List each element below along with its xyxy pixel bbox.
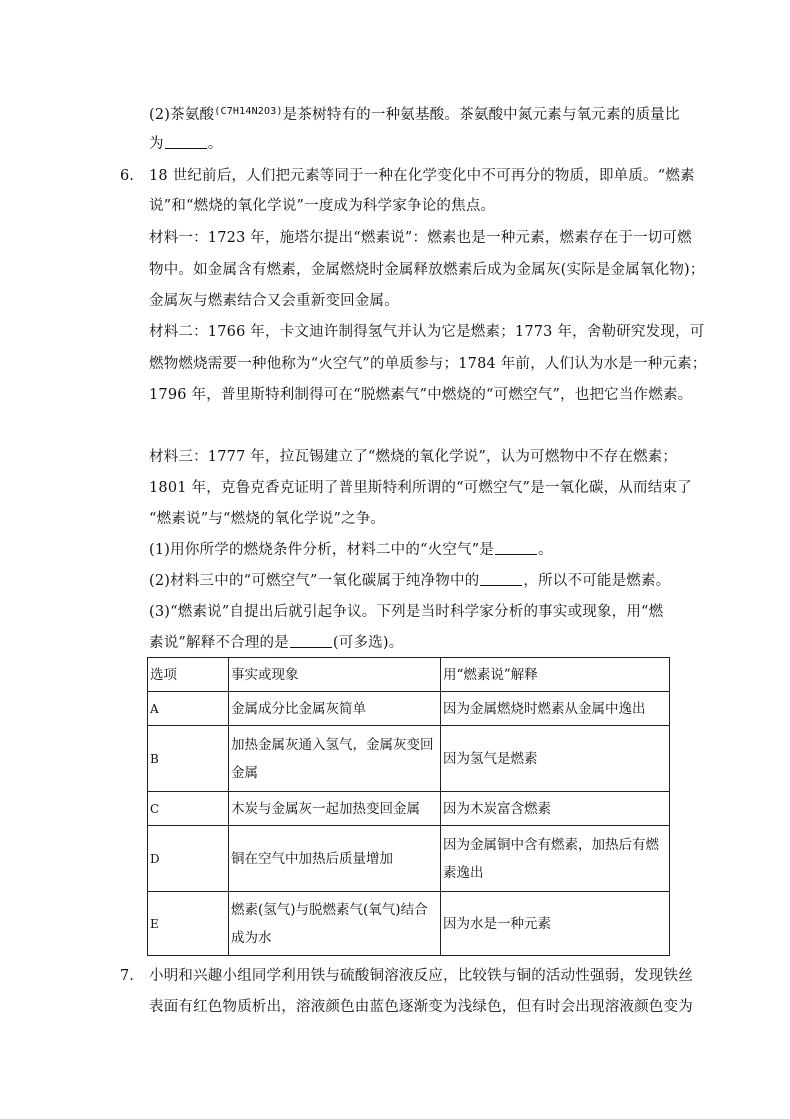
q7-line1: 小明和兴趣小组同学利用铁与硫酸铜溶液反应，比较铁与铜的活动性强弱，发现铁丝 <box>149 968 693 984</box>
q6-sub1 <box>149 540 553 560</box>
q6-sub2-end: ，所以不可能是燃素。 <box>523 573 671 589</box>
table-cell-option: B <box>148 726 229 792</box>
table-header-fact: 事实或现象 <box>229 658 441 692</box>
q6-material1-line2: 物中。如金属含有燃素，金属燃烧时金属释放燃素后成为金属灰(实际是金属氧化物)； <box>149 262 705 278</box>
q6-material2-line3: 1796 年，普里斯特利制得可在“脱燃素气”中燃烧的“可燃空气”，也把它当作燃素。 <box>149 387 693 403</box>
answer-blank[interactable] <box>165 136 207 149</box>
q6-intro-line1: 18 世纪前后，人们把元素等同于一种在化学变化中不可再分的物质，即单质。“燃素 <box>149 168 695 184</box>
answer-blank[interactable] <box>480 573 522 586</box>
q6-material2-line1: 材料二：1766 年，卡文迪许制得氢气并认为它是燃素；1773 年，舍勒研究发现，可 <box>149 324 705 340</box>
q5-part2-line2 <box>149 134 222 154</box>
table-cell-option: E <box>148 892 229 956</box>
q6-sub3-line2 <box>149 633 403 653</box>
table-header-option: 选项 <box>148 658 229 692</box>
table-row <box>148 692 670 726</box>
table-cell-explain-line: 因为金属铜中含有燃素，加热后有燃 <box>443 836 659 853</box>
table-cell-explain-line: 素逸出 <box>443 864 484 881</box>
table-cell-fact: 木炭与金属灰一起加热变回金属 <box>229 792 441 826</box>
q5-part2-prefix: (2)茶氨酸 <box>149 107 215 123</box>
q6-sub2-text: (2)材料三中的“可燃空气”一氧化碳属于纯净物中的 <box>149 573 480 589</box>
table-cell-fact-line: 燃素(氢气)与脱燃素气(氧气)结合 <box>231 901 428 918</box>
answer-blank[interactable] <box>290 635 332 648</box>
table-cell-fact-line: 成为水 <box>231 929 272 946</box>
table-cell-explain: 因为金属燃烧时燃素从金属中逸出 <box>441 692 670 726</box>
q7-line2: 表面有红色物质析出，溶液颜色由蓝色逐渐变为浅绿色，但有时会出现溶液颜色变为 <box>149 999 693 1015</box>
table-cell-explain <box>441 826 670 892</box>
tea-amino-acid-formula: (C7H14N2O3) <box>214 106 283 117</box>
table-cell-fact <box>229 892 441 956</box>
table-cell-fact-line: 金属 <box>231 764 258 781</box>
table-cell-fact: 金属成分比金属灰简单 <box>229 692 441 726</box>
table-row <box>148 792 670 826</box>
q6-number: 6. <box>120 168 134 184</box>
table-row <box>148 826 670 892</box>
q6-material2-line2: 燃物燃烧需要一种他称为“火空气”的单质参与；1784 年前，人们认为水是一种元素； <box>149 356 707 372</box>
table-cell-explain: 因为木炭富含燃素 <box>441 792 670 826</box>
table-row <box>148 726 670 792</box>
table-cell-option: D <box>148 826 229 892</box>
table-cell-option: C <box>148 792 229 826</box>
q6-sub3-line1: (3)“燃素说”自提出后就引起争议。下列是当时科学家分析的事实或现象，用“燃 <box>149 604 664 620</box>
table-cell-explain: 因为氢气是燃素 <box>441 726 670 792</box>
table-header-row <box>148 658 670 692</box>
q6-material3-line1: 材料三：1777 年，拉瓦锡建立了“燃烧的氧化学说”，认为可燃物中不存在燃素； <box>149 449 678 465</box>
table-cell-fact <box>229 726 441 792</box>
q7-number: 7. <box>120 968 134 984</box>
table-cell-explain: 因为水是一种元素 <box>441 892 670 956</box>
q5-part2-line2-a: 为 <box>149 136 164 152</box>
q6-material1-line1: 材料一：1723 年，施塔尔提出“燃素说”：燃素也是一种元素，燃素存在于一切可燃 <box>149 230 692 246</box>
table-cell-fact: 铜在空气中加热后质量增加 <box>229 826 441 892</box>
q6-sub3-line2-a: 素说”解释不合理的是 <box>149 635 289 651</box>
table-cell-option: A <box>148 692 229 726</box>
q6-intro-line2: 说”和“燃烧的氧化学说”一度成为科学家争论的焦点。 <box>149 198 496 214</box>
q5-part2-line1 <box>149 102 680 125</box>
q6-material1-line3: 金属灰与燃素结合又会重新变回金属。 <box>149 293 399 309</box>
q6-sub3-line2-b: (可多选)。 <box>332 635 404 651</box>
q6-sub2 <box>149 571 670 591</box>
q5-part2-line2-b: 。 <box>207 136 223 152</box>
q6-material3-line2: 1801 年，克鲁克香克证明了普里斯特利所谓的“可燃空气”是一氧化碳，从而结束了 <box>149 480 692 496</box>
table-header-explain: 用“燃素说”解释 <box>441 658 670 692</box>
phlogiston-table <box>147 657 670 956</box>
table-row <box>148 892 670 956</box>
table-cell-fact-line: 加热金属灰通入氢气，金属灰变回 <box>231 736 434 753</box>
q6-sub1-text: (1)用你所学的燃烧条件分析，材料二中的“火空气”是 <box>149 542 495 558</box>
q5-part2-suffix: 是茶树特有的一种氨基酸。茶氨酸中氮元素与氧元素的质量比 <box>282 107 680 123</box>
q6-sub1-end: 。 <box>538 542 553 558</box>
q6-material3-line3: “燃素说”与“燃烧的氧化学说”之争。 <box>149 511 386 527</box>
answer-blank[interactable] <box>495 542 537 555</box>
